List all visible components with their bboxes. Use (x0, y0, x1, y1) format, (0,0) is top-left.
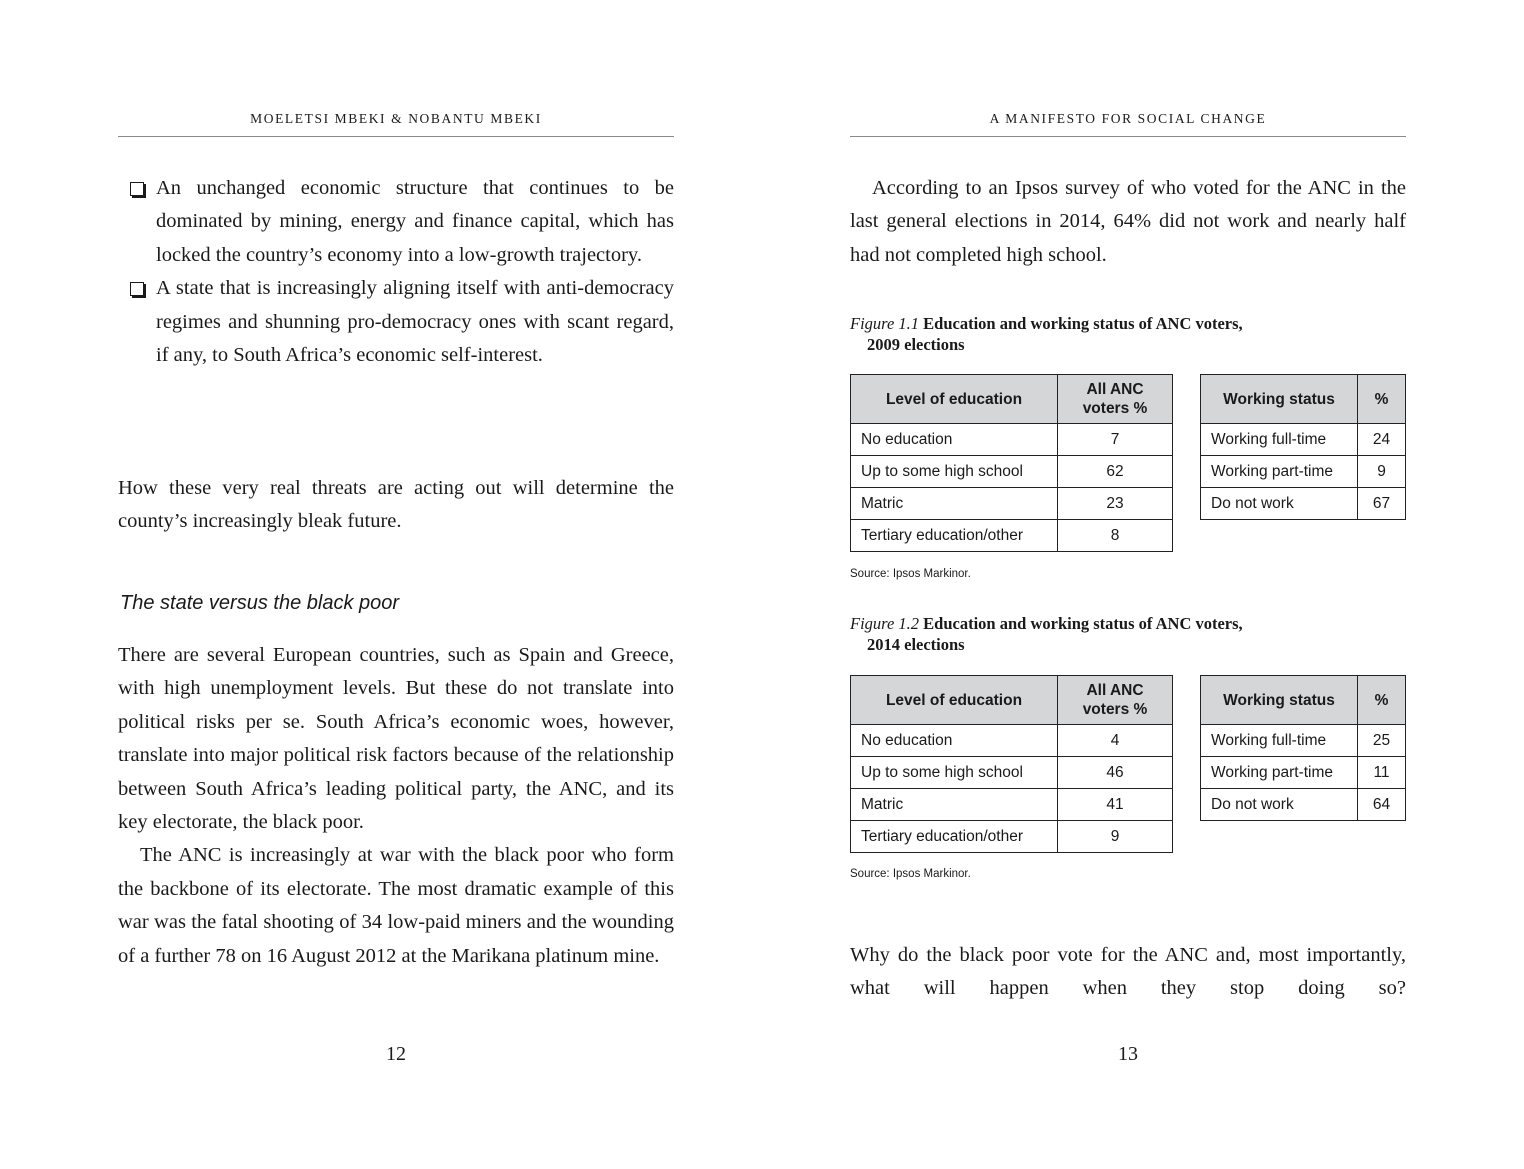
running-head-authors: MOELETSI MBEKI & NOBANTU MBEKI (250, 111, 542, 126)
column-header: Working status (1201, 375, 1358, 424)
checkbox-bullet-icon (130, 182, 144, 196)
column-header: Working status (1201, 676, 1358, 725)
figure-caption: Figure 1.1 Education and working status of ANC voters, 2009 elections (850, 314, 1243, 354)
table-header-row (851, 375, 1173, 424)
column-header: % (1358, 375, 1406, 424)
paragraph-european-countries: There are several European countries, such as Spain and Greece, with high unemployment levels. But these do not translate into political risks per se. South Africa’s economic woes, however, translate into major political risk factors because of the relationship between South Africa’s leading political party, the ANC, and its key electorate, the black poor. (118, 644, 674, 834)
header-rule (850, 136, 1406, 137)
column-header: % (1358, 676, 1406, 725)
table-header-row (1201, 375, 1406, 424)
table-header-row (851, 676, 1173, 725)
figure-source: Source: Ipsos Markinor. (850, 568, 971, 580)
work-table-2014 (1200, 675, 1406, 821)
bullet-list (128, 172, 674, 372)
figure-caption: Figure 1.2 Education and working status of ANC voters, 2014 elections (850, 614, 1243, 654)
work-table-2009 (1200, 374, 1406, 520)
bullet-item: An unchanged economic structure that continues to be dominated by mining, energy and finance capital, which has locked the country’s economy into a low-growth trajectory. (128, 172, 674, 272)
column-header: Level of education (851, 375, 1058, 424)
running-head-title: A MANIFESTO FOR SOCIAL CHANGE (989, 111, 1267, 126)
header-rule (118, 136, 674, 137)
table-row: Matric 41 (851, 789, 1173, 821)
table-row: Do not work 64 (1201, 789, 1406, 821)
table-row: No education 4 (851, 725, 1173, 757)
column-header: All ANC voters % (1058, 375, 1173, 424)
paragraph-why-vote: Why do the black poor vote for the ANC and, most importantly, what will happen when they stop doing so? (850, 944, 1406, 1000)
education-table-2009 (850, 374, 1173, 552)
checkbox-bullet-icon (130, 282, 144, 296)
education-table-2014 (850, 675, 1173, 853)
page-number: 12 (386, 1043, 406, 1065)
paragraph-threats: How these very real threats are acting out will determine the county’s increasingly bleak future. (118, 477, 674, 533)
table-row: Working full-time 24 (1201, 424, 1406, 456)
table-header-row (1201, 676, 1406, 725)
page-number: 13 (1118, 1043, 1138, 1065)
figure-source: Source: Ipsos Markinor. (850, 868, 971, 880)
table-row: Tertiary education/other 8 (851, 520, 1173, 552)
table-row: Do not work 67 (1201, 488, 1406, 520)
paragraph-ipsos-survey: According to an Ipsos survey of who voted for the ANC in the last general elections in 2014, 64% did not work and nearly half had not completed high school. (850, 177, 1406, 266)
column-header: Level of education (851, 676, 1058, 725)
table-row: Working part-time 9 (1201, 456, 1406, 488)
table-row: No education 7 (851, 424, 1173, 456)
paragraph-anc-war: The ANC is increasingly at war with the black poor who form the backbone of its electorate. The most dramatic example of this war was the fatal shooting of 34 low-paid miners and the wounding of a further 78 on 16 August 2012 at the Marikana platinum mine. (118, 844, 674, 967)
table-row: Matric 23 (851, 488, 1173, 520)
table-row: Working part-time 11 (1201, 757, 1406, 789)
section-heading: The state versus the black poor (120, 592, 400, 614)
table-row: Working full-time 25 (1201, 725, 1406, 757)
column-header: All ANC voters % (1058, 676, 1173, 725)
table-row: Up to some high school 46 (851, 757, 1173, 789)
bullet-item: A state that is increasingly aligning itself with anti-democracy regimes and shunning pro-democracy ones with scant regard, if any, to South Africa’s economic self-interest. (128, 272, 674, 372)
table-row: Up to some high school 62 (851, 456, 1173, 488)
table-row: Tertiary education/other 9 (851, 821, 1173, 853)
